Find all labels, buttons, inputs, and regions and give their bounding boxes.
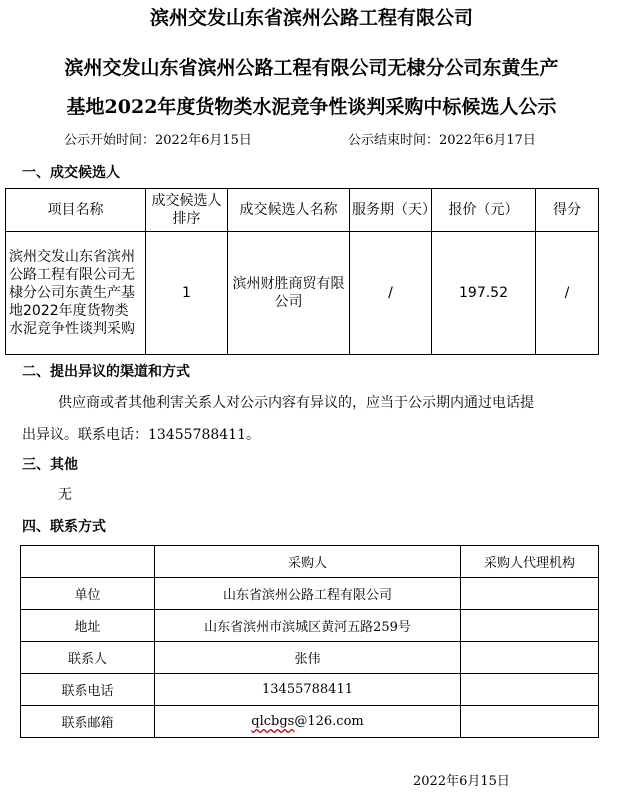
table-row [21,706,599,738]
row-label-unit: 单位 [21,578,155,610]
section-1-heading: 一、成交候选人 [22,165,120,181]
contact-person-agent [461,642,599,674]
phone-agent [461,674,599,706]
address-agent [461,610,599,642]
header-project-name: 项目名称 [6,189,146,232]
table-row [21,674,599,706]
header-agent: 采购人代理机构 [461,546,599,578]
cell-rank: 1 [146,232,228,355]
row-label-contact-person: 联系人 [21,642,155,674]
header-service-period: 服务期（天） [350,189,432,232]
cell-service-period: / [350,232,432,355]
section-2-heading: 二、提出异议的渠道和方式 [22,364,190,380]
candidate-table-header [6,189,599,232]
end-date: 公示结束时间：2022年6月17日 [348,133,536,148]
header-purchaser: 采购人 [155,546,461,578]
email-user: qlcbgs [251,714,295,729]
section-4-heading: 四、联系方式 [22,519,106,535]
header-rank: 成交候选人排序 [146,189,228,232]
email-value [155,706,461,738]
contact-table-header [21,546,599,578]
header-price: 报价（元） [432,189,536,232]
email-agent [461,706,599,738]
table-row [21,578,599,610]
email-domain: @126.com [294,714,364,729]
table-row [21,642,599,674]
row-label-email: 联系邮箱 [21,706,155,738]
row-label-phone: 联系电话 [21,674,155,706]
candidate-table [5,188,599,355]
footer-date: 2022年6月15日 [413,774,510,789]
objection-text-line-2: 出异议。联系电话：13455788411。 [22,427,260,443]
title-line-3: 基地2022年度货物类水泥竞争性谈判采购中标候选人公示 [66,96,557,118]
table-row [21,610,599,642]
contact-person-value: 张伟 [155,642,461,674]
cell-candidate-name: 滨州财胜商贸有限公司 [228,232,350,355]
cell-score: / [536,232,599,355]
cell-project-name: 滨州交发山东省滨州公路工程有限公司无棣分公司东黄生产基地2022年度货物类水泥竞争性谈判采购 [6,232,146,355]
phone-value: 13455788411 [155,674,461,706]
objection-text-line-1: 供应商或者其他利害关系人对公示内容有异议的，应当于公示期内通过电话提 [58,395,534,411]
title-line-2: 滨州交发山东省滨州公路工程有限公司无棣分公司东黄生产 [64,57,559,79]
address-value: 山东省滨州市滨城区黄河五路259号 [155,610,461,642]
unit-value: 山东省滨州公路工程有限公司 [155,578,461,610]
header-blank [21,546,155,578]
other-text: 无 [58,487,72,503]
unit-agent [461,578,599,610]
table-row [6,232,599,355]
section-3-heading: 三、其他 [22,457,78,473]
contact-table [20,545,599,738]
start-date: 公示开始时间：2022年6月15日 [64,133,252,148]
header-score: 得分 [536,189,599,232]
header-candidate-name: 成交候选人名称 [228,189,350,232]
title-line-1: 滨州交发山东省滨州公路工程有限公司 [149,7,473,29]
row-label-address: 地址 [21,610,155,642]
cell-price: 197.52 [432,232,536,355]
